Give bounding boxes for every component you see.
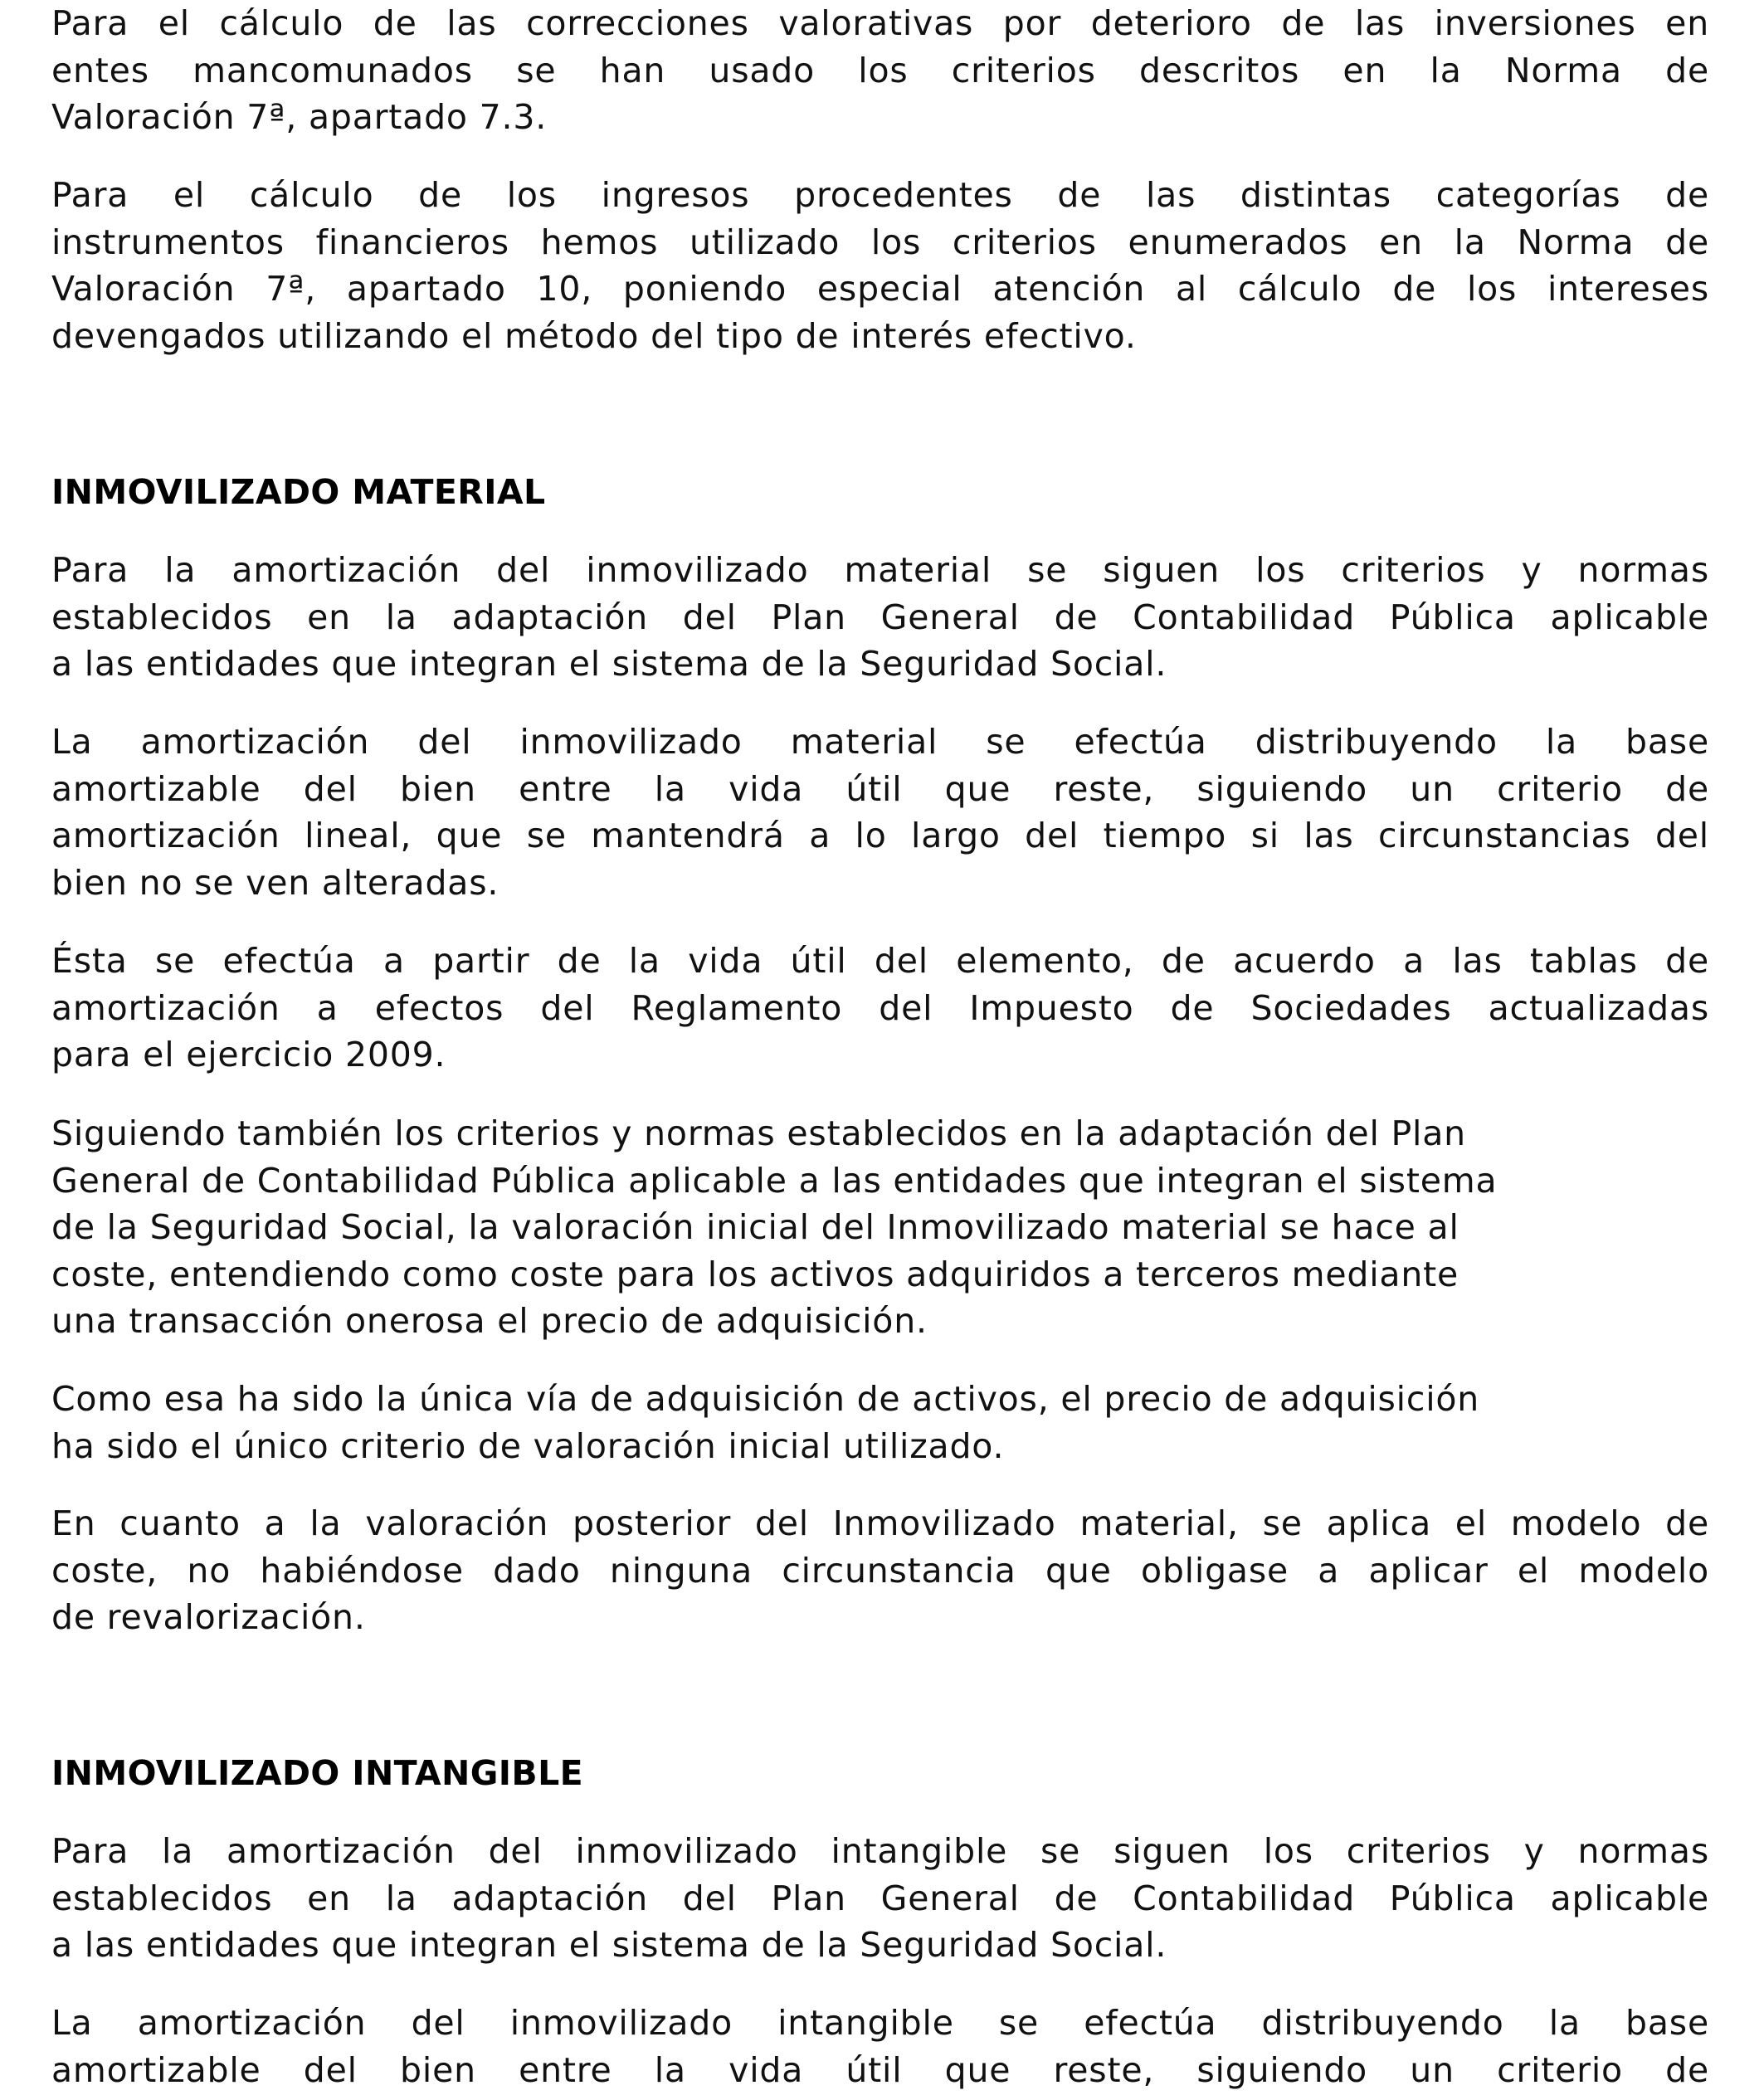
paragraph-valoracion-posterior [51,1500,1709,1641]
text-line: Valoración 7ª, apartado 10, poniendo especial atención al cálculo de los intereses [51,269,1709,309]
text-line: Para el cálculo de los ingresos procedentes de las distintas categorías de [51,175,1709,215]
text-line: a las entidades que integran el sistema de la Seguridad Social. [51,1925,1167,1966]
section-heading-inmovilizado-intangible: INMOVILIZADO INTANGIBLE [51,1753,583,1793]
text-line: establecidos en la adaptación del Plan General de Contabilidad Pública aplicable [51,1878,1709,1918]
text-line: bien no se ven alteradas. [51,862,499,903]
paragraph-ingresos-instrumentos [51,172,1709,359]
paragraph-valoracion-inicial [51,1110,1709,1345]
text-line: amortizable del bien entre la vida útil que reste, siguiendo un criterio de [51,768,1709,809]
paragraph-precio-adquisicion [51,1376,1709,1469]
text-line: una transacción onerosa el precio de adquisición. [51,1301,928,1342]
text-line: Valoración 7ª, apartado 7.3. [51,97,548,138]
text-line: La amortización del inmovilizado material se efectúa distribuyendo la base [51,722,1709,762]
paragraph-vida-util [51,938,1709,1079]
text-line: de revalorización. [51,1597,366,1638]
paragraph-amortizacion-intangible-lineal [51,2000,1709,2093]
section-heading-inmovilizado-material: INMOVILIZADO MATERIAL [51,472,546,512]
text-line: coste, no habiéndose dado ninguna circunstancia que obligase a aplicar el modelo [51,1550,1709,1591]
text-line: La amortización del inmovilizado intangible se efectúa distribuyendo la base [51,2003,1709,2043]
paragraph-amortizacion-intangible-criterios [51,1828,1709,1969]
text-line: Para la amortización del inmovilizado intangible se siguen los criterios y normas [51,1831,1709,1871]
text-line: instrumentos financieros hemos utilizado los criterios enumerados en la Norma de [51,222,1709,262]
text-line: Siguiendo también los criterios y normas establecidos en la adaptación del Plan [51,1113,1466,1153]
text-line: entes mancomunados se han usado los criterios descritos en la Norma de [51,50,1709,90]
text-line: Para el cálculo de las correcciones valorativas por deterioro de las inversiones en [51,3,1709,43]
text-line: ha sido el único criterio de valoración inicial utilizado. [51,1425,1005,1466]
text-line: devengados utilizando el método del tipo de interés efectivo. [51,315,1137,356]
text-line: Como esa ha sido la única vía de adquisición de activos, el precio de adquisición [51,1379,1480,1419]
text-line: coste, entendiendo como coste para los activos adquiridos a terceros mediante [51,1254,1459,1294]
text-line: Ésta se efectúa a partir de la vida útil del elemento, de acuerdo a las tablas de [51,941,1709,981]
paragraph-deterioro-inversiones [51,0,1709,141]
text-line: amortizable del bien entre la vida útil que reste, siguiendo un criterio de [51,2049,1709,2090]
text-line: Para la amortización del inmovilizado material se siguen los criterios y normas [51,550,1709,590]
text-line: En cuanto a la valoración posterior del Inmovilizado material, se aplica el modelo de [51,1503,1709,1543]
text-line: de la Seguridad Social, la valoración inicial del Inmovilizado material se hace al [51,1207,1459,1248]
paragraph-amortizacion-material-lineal [51,719,1709,906]
text-line: amortización lineal, que se mantendrá a lo largo del tiempo si las circunstancias del [51,816,1709,856]
text-line: amortización a efectos del Reglamento del Impuesto de Sociedades actualizadas [51,987,1709,1028]
text-line: para el ejercicio 2009. [51,1035,446,1075]
text-line: General de Contabilidad Pública aplicable a las entidades que integran el sistema [51,1160,1498,1201]
text-line: a las entidades que integran el sistema de la Seguridad Social. [51,644,1167,685]
text-line: establecidos en la adaptación del Plan General de Contabilidad Pública aplicable [51,597,1709,637]
paragraph-amortizacion-material-criterios [51,547,1709,688]
